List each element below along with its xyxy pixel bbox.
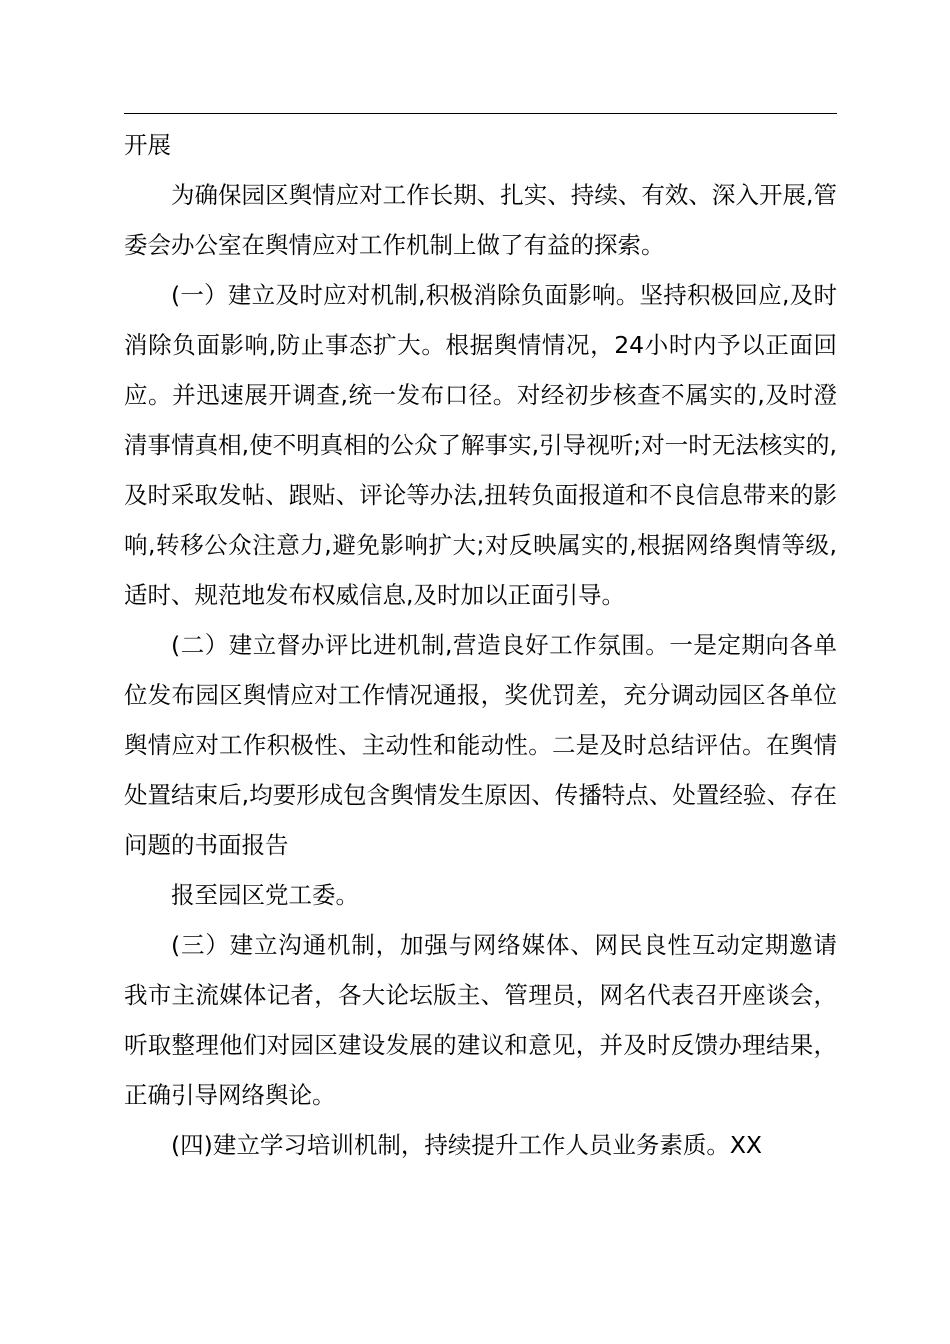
paragraph-section-3: (三）建立沟通机制，加强与网络媒体、网民良性互动定期邀请我市主流媒体记者，各大论坛版主、管理员，网名代表召开座谈会，听取整理他们对园区建设发展的建议和意见，并及时反馈办理结果，正确引导网络舆论。 [124,931,837,1109]
header-rule [124,113,837,114]
paragraph-section-4: (四)建立学习培训机制，持续提升工作人员业务素质。XX [171,1131,763,1159]
paragraph-section-1: (一）建立及时应对机制,积极消除负面影响。坚持积极回应,及时消除负面影响,防止事态扩大。根据舆情情况，24小时内予以正面回应。并迅速展开调查,统一发布口径。对经初步核查不属实的,及时澄清事情真相,使不明真相的公众了解事实,引导视听;对一时无法核实的,及时采取发帖、跟贴、评论等办法,扭转负面报道和不良信息带来的影响,转移公众注意力,避免影响扩大;对反映属实的,根据网络舆情等级,适时、规范地发布权威信息,及时加以正面引导。 [124,281,837,609]
document-body [124,120,837,1170]
paragraph-continuation: 开展 [124,131,171,159]
paragraph-section-2-tail: 报至园区党工委。 [171,881,359,909]
paragraph-intro: 为确保园区舆情应对工作长期、扎实、持续、有效、深入开展,管委会办公室在舆情应对工作机制上做了有益的探索。 [124,181,837,259]
paragraph-section-2: (二）建立督办评比进机制,营造良好工作氛围。一是定期向各单位发布园区舆情应对工作情况通报，奖优罚差，充分调动园区各单位舆情应对工作积极性、主动性和能动性。二是及时总结评估。在舆情处置结束后,均要形成包含舆情发生原因、传播特点、处置经验、存在问题的书面报告 [124,631,837,859]
